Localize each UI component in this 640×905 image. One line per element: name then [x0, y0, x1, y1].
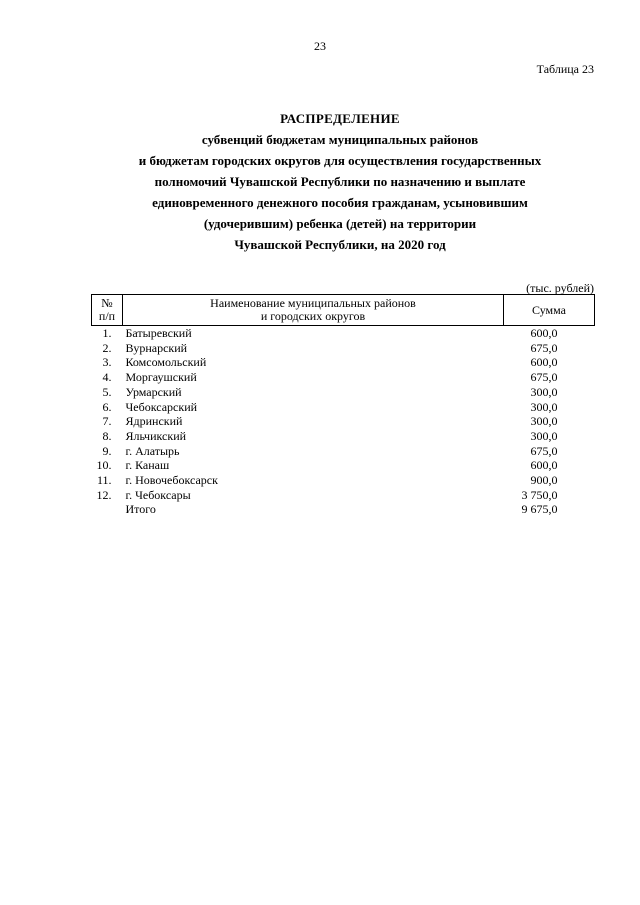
- row-name: Батыревский: [125, 326, 192, 340]
- row-sum: 600,0: [530, 326, 558, 340]
- row-number: 5.: [102, 384, 112, 399]
- row-name: Моргаушский: [125, 370, 197, 385]
- title-line: единовременного денежного пособия гражданам, усыновившим: [152, 195, 528, 210]
- row-number: 7.: [102, 414, 112, 429]
- total-sum: 9 675,0: [521, 502, 558, 517]
- total-label: Итого: [125, 502, 156, 517]
- table-row: [92, 473, 595, 488]
- table-row: [92, 355, 595, 370]
- row-name: г. Канаш: [125, 458, 170, 473]
- row-number: 3.: [102, 355, 112, 370]
- table-label: Таблица 23: [536, 62, 594, 76]
- header-name-line2: и городских округов: [260, 309, 366, 323]
- title-line: полномочий Чувашской Республики по назначению и выплате: [154, 174, 526, 189]
- title-heading: РАСПРЕДЕЛЕНИЕ: [280, 111, 400, 126]
- row-number: 9.: [102, 443, 112, 458]
- row-name: Ядринский: [125, 414, 183, 429]
- title-line: (удочерившим) ребенка (детей) на территории: [203, 216, 477, 231]
- row-sum: 675,0: [530, 443, 558, 458]
- row-sum: 900,0: [530, 473, 558, 488]
- document-title: [60, 108, 620, 255]
- table-row: [92, 458, 595, 473]
- row-sum: 300,0: [530, 399, 558, 414]
- table-total-row: [92, 502, 595, 517]
- table-row: [92, 488, 595, 503]
- units-note: (тыс. рублей): [526, 281, 594, 295]
- title-line: Чувашской Республики, на 2020 год: [234, 237, 446, 252]
- row-number: 6.: [102, 399, 112, 414]
- header-number-line1: №: [101, 296, 113, 310]
- row-number: 10.: [96, 458, 112, 473]
- distribution-table: [91, 294, 595, 517]
- row-sum: 600,0: [530, 355, 558, 370]
- title-line: и бюджетам городских округов для осуществления государственных: [138, 153, 542, 168]
- row-name: Урмарский: [125, 384, 182, 399]
- row-sum: 300,0: [530, 428, 558, 443]
- header-number-line2: п/п: [98, 309, 116, 323]
- table-row: [92, 444, 595, 459]
- table-row: [92, 370, 595, 385]
- row-number: 4.: [102, 370, 112, 385]
- row-sum: 600,0: [530, 458, 558, 473]
- header-name: [123, 295, 504, 326]
- row-name: Комсомольский: [125, 355, 207, 370]
- table-row: [92, 400, 595, 415]
- row-number: 11.: [96, 473, 112, 488]
- total-number: [92, 502, 123, 517]
- header-number: [92, 295, 123, 326]
- row-sum: 300,0: [530, 414, 558, 429]
- row-sum: 675,0: [530, 340, 558, 355]
- title-line: субвенций бюджетам муниципальных районов: [201, 132, 479, 147]
- page-number: 23: [314, 39, 326, 53]
- table-row: [92, 429, 595, 444]
- row-name: Чебоксарский: [125, 399, 198, 414]
- row-number: 1.: [102, 326, 112, 340]
- row-name: г. Алатырь: [125, 443, 180, 458]
- row-name: Вурнарский: [125, 340, 188, 355]
- row-name: г. Новочебоксарск: [125, 473, 218, 488]
- row-sum: 3 750,0: [521, 487, 558, 502]
- row-name: Яльчикский: [125, 428, 187, 443]
- table-row: [92, 385, 595, 400]
- header-name-line1: Наименование муниципальных районов: [210, 296, 416, 310]
- row-sum: 300,0: [530, 384, 558, 399]
- header-sum: Сумма: [504, 295, 595, 326]
- table-header-row: [92, 295, 595, 326]
- row-number: 12.: [96, 487, 112, 502]
- row-number: 8.: [102, 428, 112, 443]
- table-row: [92, 414, 595, 429]
- row-sum: 675,0: [530, 370, 558, 385]
- table-row: [92, 341, 595, 356]
- table-row: [92, 326, 595, 341]
- row-name: г. Чебоксары: [125, 487, 191, 502]
- row-number: 2.: [102, 340, 112, 355]
